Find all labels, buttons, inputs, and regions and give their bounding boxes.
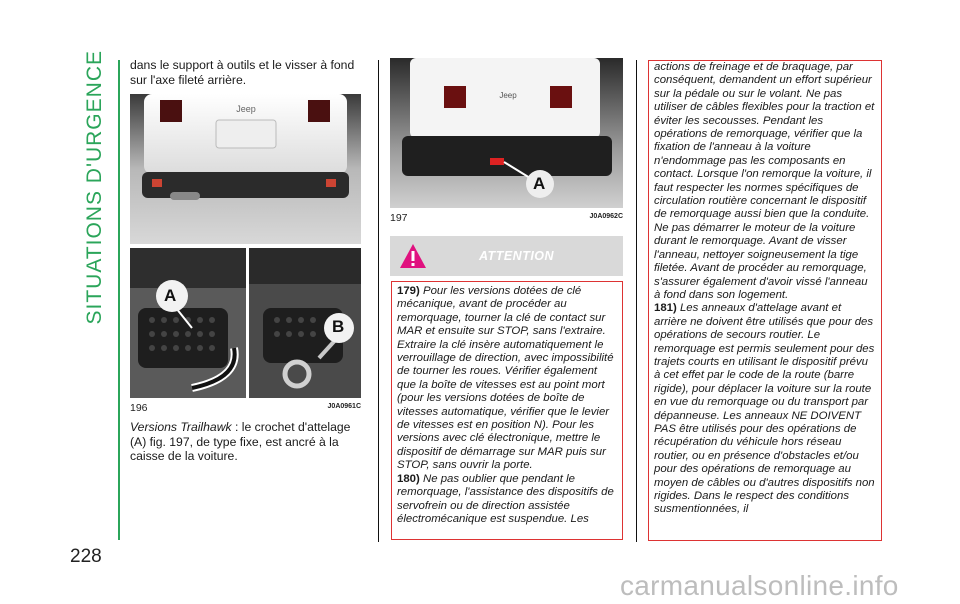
figure-196-detail-b-photo [249, 248, 361, 398]
figure-197-photo [390, 58, 623, 208]
trailhawk-label: Versions Trailhawk [130, 420, 232, 434]
figure-197-caption [390, 212, 623, 224]
warning-179-number: 179) [397, 285, 420, 297]
svg-text:Jeep: Jeep [236, 104, 256, 114]
watermark-link[interactable]: carmanualsonline.info [620, 570, 899, 601]
trailhawk-paragraph [130, 420, 365, 464]
warning-icon [398, 242, 428, 270]
callout-a-label: A [533, 174, 546, 193]
attention-label: ATTENTION [478, 249, 555, 263]
figure-196-number: 196 [130, 402, 148, 414]
page-number: 228 [70, 546, 102, 567]
figure-196-code: J0A0961C [327, 403, 361, 410]
warning-181 [654, 302, 876, 517]
warning-179-text: Pour les versions dotées de clé mécanique, avant de procéder au remorquage, tourner la clé de contact sur MAR et ensuite sur STOP, sans l'extraire. Extraire la clé insère automatiquement le verrouillage de direction, avec impossibilité de tourner les roues. Vérifier également que la boîte de vitesses est au point mort (pour les versions dotées de boîte de vitesses automatique, vérifier que le levier de vitesses est en position N). Pour les versions avec clé électronique, mettre le dispositif de démarrage sur MAR puis sur STOP, sans ouvrir la porte. [397, 285, 614, 472]
warning-box-right [648, 60, 882, 541]
column-divider [378, 60, 379, 542]
svg-text:Jeep: Jeep [499, 91, 517, 100]
warning-181-text: Les anneaux d'attelage avant et arrière ne doivent être utilisés que pour des opérations de secours routier. Le remorquage est permis seulement pour des trajets courts en utilisant le dispositif prévu à cet effet par le code de la route (barre rigide), pour déplacer la voiture sur la route en vue du remorquage ou du transport par dépanneuse. Les anneaux NE DOIVENT PAS être utilisés pour des opérations de récupération du véhicule hors réseau routier, ou en présence d'obstacles et/ou pour des opérations de remorquage au moyen de câbles ou d'autres dispositifs non rigides. Dans le respect des conditions susmentionnées, il [654, 302, 875, 516]
warning-180-number: 180) [397, 472, 420, 485]
figure-196-top-photo [130, 94, 361, 244]
section-title: SITUATIONS D'URGENCE [83, 49, 106, 325]
warning-181-number: 181) [654, 302, 677, 315]
warning-179 [397, 285, 617, 473]
intro-paragraph: dans le support à outils et le visser à fond sur l'axe fileté arrière. [130, 58, 355, 87]
figure-196-caption [130, 402, 361, 414]
warning-box-left [391, 281, 623, 540]
column-divider [636, 60, 637, 542]
callout-a-label: A [164, 286, 177, 305]
section-divider [118, 60, 120, 540]
figure-197-code: J0A0962C [589, 213, 623, 220]
warning-180-text: Ne pas oublier que pendant le remorquage, l'assistance des dispositifs de servofrein ou de direction assistée électromécanique est suspendue. Les [397, 472, 614, 525]
attention-header [390, 236, 623, 276]
warning-180 [397, 473, 617, 527]
figure-197-number: 197 [390, 212, 408, 224]
trailhawk-text: : le crochet d'attelage (A) fig. 197, de type fixe, est ancré à la caisse de la voiture. [130, 420, 351, 464]
warning-180-continued: actions de freinage et de braquage, par conséquent, demandent un effort supérieur sur la pédale ou sur le volant. Ne pas utiliser de câbles flexibles pour la traction et éviter les secousses. Pendant les opérations de remorquage, vérifier que la fixation de l'anneau à la voiture n'endommage pas les composants en contact. Lorsque l'on remorque la voiture, il faut respecter les normes spécifiques de circulation routière concernant le dispositif de remorquage aussi bien que la conduite. Ne pas démarrer le moteur de la voiture durant le remorquage. Avant de visser l'anneau, nettoyer soigneusement la tige filetée. Avant de procéder au remorquage, s'assurer également d'avoir vissé l'anneau à fond dans son logement. [654, 61, 875, 301]
callout-b-label: B [332, 317, 345, 336]
figure-196-detail-a-photo [130, 248, 246, 398]
